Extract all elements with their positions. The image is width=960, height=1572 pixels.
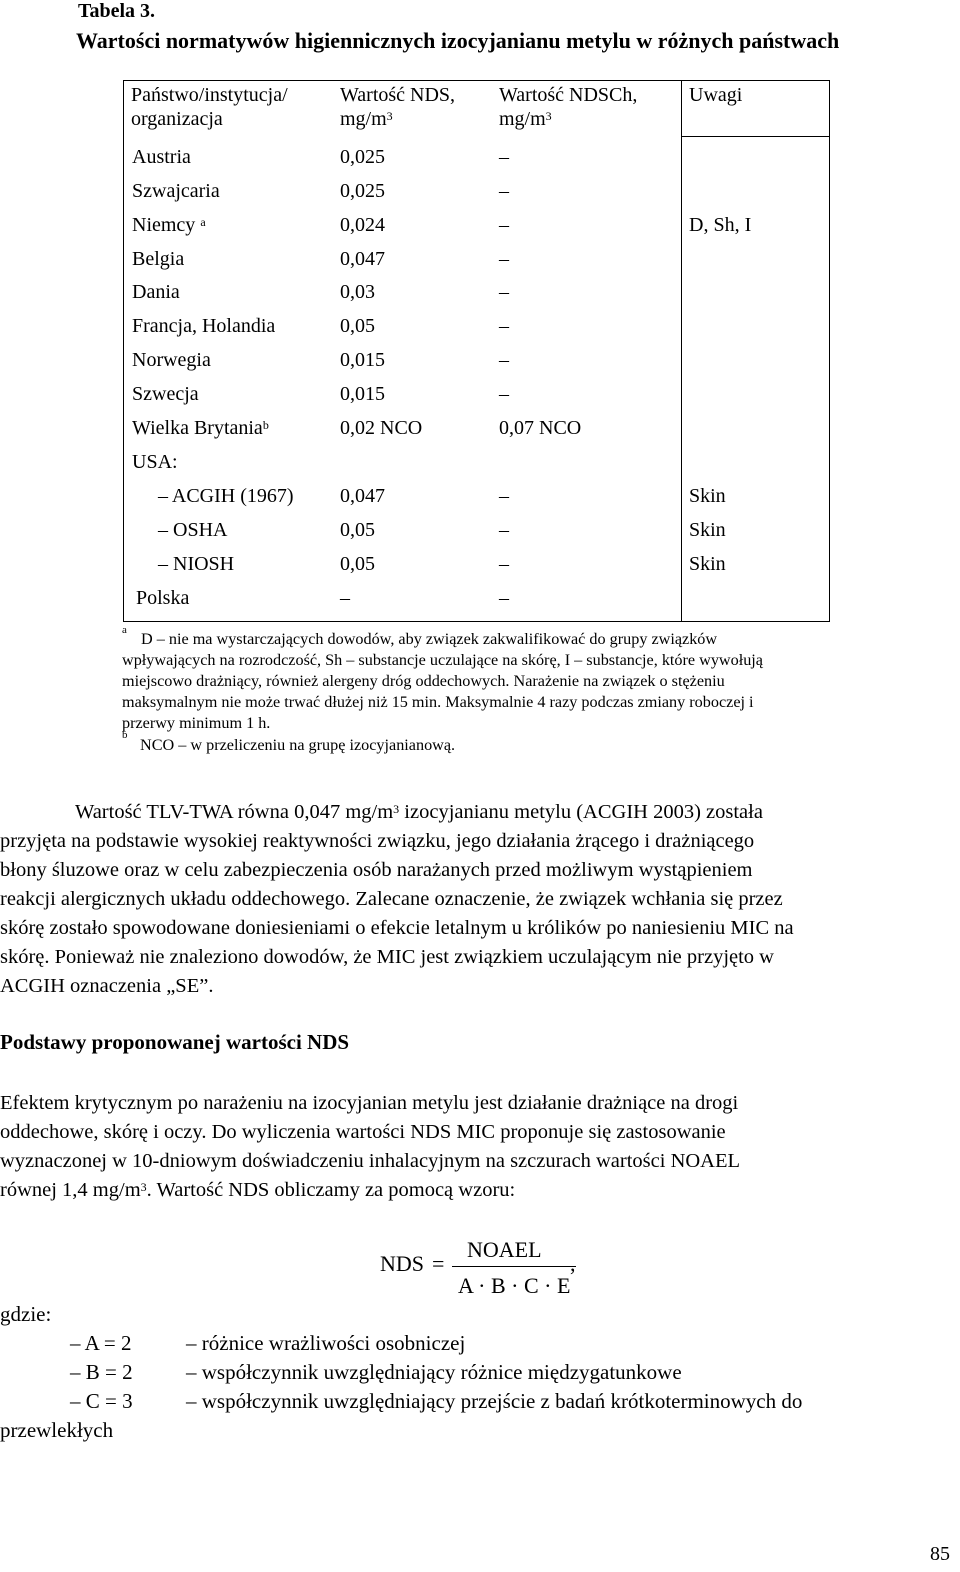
cell-ndsch: – <box>499 587 509 609</box>
cell-ndsch: – <box>499 519 509 541</box>
paragraph-line: ACGIH oznaczenia „SE”. <box>0 975 214 997</box>
cell-nds: – <box>340 587 350 609</box>
factor-desc: – współczynnik uwzględniający przejście z badań krótkoterminowych do <box>186 1389 803 1413</box>
formula-equals: = <box>432 1251 445 1276</box>
footnote-b-mark: b <box>122 729 128 741</box>
cell-nds: 0,03 <box>340 281 375 303</box>
factor-desc: – współczynnik uwzględniający różnice międzygatunkowe <box>186 1360 682 1384</box>
paragraph-line: przyjęta na podstawie wysokiej reaktywności związku, jego działania żrącego i drażniącego <box>0 830 755 852</box>
cell-nds: 0,02 NCO <box>340 417 423 439</box>
formula-comma: , <box>570 1251 576 1276</box>
paragraph-line: równej 1,4 $mg/m^3$. Wartość NDS obliczamy za pomocą wzoru: <box>0 1179 516 1201</box>
factor-term: – B = 2 <box>70 1360 133 1384</box>
paragraph-line: reakcji alergicznych układu oddechowego. Zalecane oznaczenie, że związek wchłania się przez <box>0 888 783 910</box>
formula-numerator: NOAEL <box>467 1237 542 1262</box>
cell-country: USA: <box>132 451 178 473</box>
footnote-a-line: wpływających na rozrodczość, Sh – substancje uczulające na skórę, I – substancje, które wywołują <box>122 651 763 669</box>
factor-term: – A = 2 <box>70 1331 132 1355</box>
table-divider <box>681 80 682 622</box>
cell-nds: 0,015 <box>340 349 385 371</box>
cell-nds: 0,05 <box>340 553 375 575</box>
cell-ndsch: – <box>499 485 509 507</box>
footnote-a-line: miejscowo drażniący, również alergeny dróg oddechowych. Narażenie na związek o stężeniu <box>122 672 725 690</box>
page-number: 85 <box>930 1543 950 1565</box>
paragraph-line: Wartość TLV-TWA równa 0,047 $mg/m^3$ izocyjanianu metylu (ACGIH 2003) została <box>75 801 763 823</box>
cell-country: – OSHA <box>158 519 228 541</box>
cell-country: Dania <box>132 281 180 303</box>
footnote-a-mark: a <box>122 624 127 636</box>
footnote-a-line: maksymalnym nie może trwać dłużej niż 15 min. Maksymalnie 4 razy podczas zmiany roboczej i <box>122 693 754 711</box>
cell-country: Niemcy $^a$ <box>132 214 206 236</box>
cell-country: Wielka Brytania$^b$ <box>132 417 269 439</box>
formula-lhs: NDS <box>380 1251 425 1276</box>
paragraph-line: skórę zostało spowodowane doniesieniami o efekcie letalnym u królików po naniesieniu MIC na <box>0 917 794 939</box>
cell-country: Francja, Holandia <box>132 315 276 337</box>
cell-ndsch: 0,07 NCO <box>499 417 582 439</box>
cell-notes: Skin <box>689 485 726 507</box>
cell-country: Belgia <box>132 248 185 270</box>
factor-desc-continuation: przewlekłych <box>0 1418 114 1442</box>
cell-nds: 0,05 <box>340 315 375 337</box>
section-heading: Podstawy proponowanej wartości NDS <box>0 1030 350 1054</box>
paragraph-line: oddechowe, skórę i oczy. Do wyliczenia wartości NDS MIC proponuje się zastosowanie <box>0 1121 726 1143</box>
cell-notes: Skin <box>689 519 726 541</box>
cell-ndsch: – <box>499 383 509 405</box>
footnote-b-text: NCO – w przeliczeniu na grupę izocyjanianową. <box>140 736 456 754</box>
cell-nds: 0,024 <box>340 214 385 236</box>
cell-country: – NIOSH <box>158 553 235 575</box>
cell-country: Norwegia <box>132 349 211 371</box>
footnote-a-line: D – nie ma wystarczających dowodów, aby związek zakwalifikować do grupy związków <box>141 630 718 648</box>
table-title: Wartości normatywów higiennicznych izocyjanianu metylu w różnych państwach <box>76 28 840 53</box>
cell-ndsch: – <box>499 553 509 575</box>
cell-country: Szwecja <box>132 383 199 405</box>
paragraph-line: skórę. Ponieważ nie znaleziono dowodów, że MIC jest związkiem uczulającym nie przyjęto w <box>0 946 774 968</box>
cell-country: – ACGIH (1967) <box>158 485 294 507</box>
header-country: Państwo/instytucja/ organizacja <box>131 84 288 130</box>
cell-ndsch: – <box>499 248 509 270</box>
cell-country: Austria <box>132 146 191 168</box>
factor-desc: – różnice wrażliwości osobniczej <box>186 1331 466 1355</box>
cell-notes: D, Sh, I <box>689 214 752 236</box>
formula-denominator: A · B · C · E <box>458 1273 571 1298</box>
cell-nds: 0,05 <box>340 519 375 541</box>
table-label: Tabela 3. <box>78 0 156 22</box>
cell-nds: 0,025 <box>340 146 385 168</box>
cell-ndsch: – <box>499 281 509 303</box>
cell-nds: 0,015 <box>340 383 385 405</box>
header-notes: Uwagi <box>689 84 743 106</box>
cell-nds: 0,047 <box>340 248 385 270</box>
table-header-rule <box>681 136 830 137</box>
cell-notes: Skin <box>689 553 726 575</box>
fraction-bar <box>452 1266 576 1267</box>
cell-ndsch: – <box>499 146 509 168</box>
header-nds: Wartość NDS, $mg/m^3$ <box>340 84 456 130</box>
paragraph-line: wyznaczonej w 10-dniowym doświadczeniu inhalacyjnym na szczurach wartości NOAEL <box>0 1150 741 1172</box>
where-label: gdzie: <box>0 1302 52 1326</box>
cell-ndsch: – <box>499 180 509 202</box>
cell-nds: 0,025 <box>340 180 385 202</box>
cell-nds: 0,047 <box>340 485 385 507</box>
cell-ndsch: – <box>499 214 509 236</box>
footnote-a-line: przerwy minimum 1 h. <box>122 714 271 732</box>
cell-country: Polska <box>136 587 190 609</box>
header-ndsch: Wartość NDSCh, $mg/m^3$ <box>499 84 638 130</box>
paragraph-line: błony śluzowe oraz w celu zabezpieczenia osób narażanych przed możliwym wystąpieniem <box>0 859 753 881</box>
factor-term: – C = 3 <box>70 1389 133 1413</box>
cell-ndsch: – <box>499 349 509 371</box>
cell-country: Szwajcaria <box>132 180 220 202</box>
paragraph-line: Efektem krytycznym po narażeniu na izocyjanian metylu jest działanie drażniące na drogi <box>0 1092 739 1114</box>
cell-ndsch: – <box>499 315 509 337</box>
